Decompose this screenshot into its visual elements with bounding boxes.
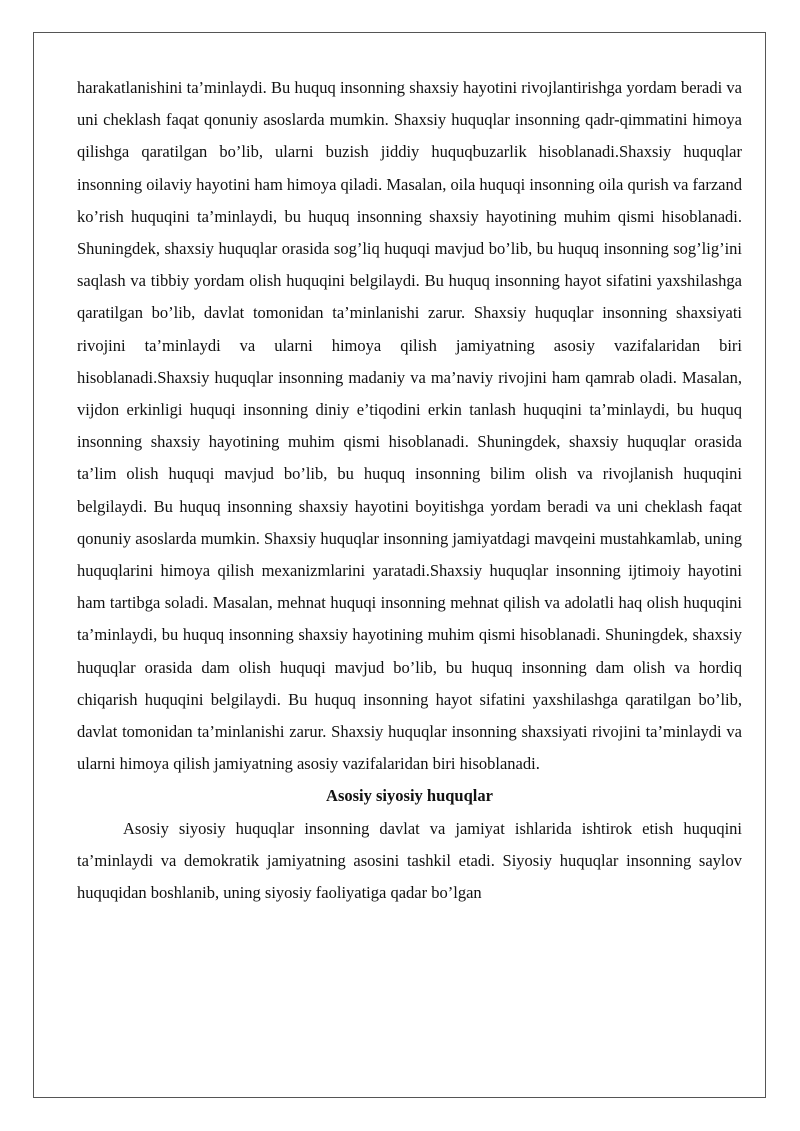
paragraph-continued-personal-rights: harakatlanishini ta’minlaydi. Bu huquq insonning shaxsiy hayotini rivojlantirishga yordam beradi va uni cheklash faqat qonuniy asoslarda mumkin. Shaxsiy huquqlar insonning qadr-qimmatini himoya qilishga qaratilgan bo’lib, ularni buzish jiddiy huquqbuzarlik hisoblanadi.Shaxsiy huquqlar insonning oilaviy hayotini ham himoya qiladi. Masalan, oila huquqi insonning oila qurish va farzand ko’rish huquqini ta’minlaydi, bu huquq insonning shaxsiy hayotining muhim qismi hisoblanadi. Shuningdek, shaxsiy huquqlar orasida sog’liq huquqi mavjud bo’lib, bu huquq insonning sog’lig’ini saqlash va tibbiy yordam olish huquqini belgilaydi. Bu huquq insonning hayot sifatini yaxshilashga qaratilgan bo’lib, davlat tomonidan ta’minlanishi zarur. Shaxsiy huquqlar insonning shaxsiyati rivojini ta’minlaydi va ularni himoya qilish jamiyatning asosiy vazifalaridan biri hisoblanadi.Shaxsiy huquqlar insonning madaniy va ma’naviy rivojini ham qamrab oladi. Masalan, vijdon erkinligi huquqi insonning diniy e’tiqodini erkin tanlash huquqini ta’minlaydi, bu huquq insonning shaxsiy hayotining muhim qismi hisoblanadi. Shuningdek, shaxsiy huquqlar orasida ta’lim olish huquqi mavjud bo’lib, bu huquq insonning bilim olish va rivojlanish huquqini belgilaydi. Bu huquq insonning shaxsiy hayotini boyitishga yordam beradi va uni cheklash faqat qonuniy asoslarda mumkin. Shaxsiy huquqlar insonning jamiyatdagi mavqeini mustahkamlab, uning huquqlarini himoya qilish mexanizmlarini yaratadi.Shaxsiy huquqlar insonning ijtimoiy hayotini ham tartibga soladi. Masalan, mehnat huquqi insonning mehnat qilish va adolatli haq olish huquqini ta’minlaydi, bu huquq insonning shaxsiy hayotining muhim qismi hisoblanadi. Shuningdek, shaxsiy huquqlar orasida dam olish huquqi mavjud bo’lib, bu huquq insonning dam olish va hordiq chiqarish huquqini belgilaydi. Bu huquq insonning hayot sifatini yaxshilashga qaratilgan bo’lib, davlat tomonidan ta’minlanishi zarur. Shaxsiy huquqlar insonning shaxsiyati rivojini ta’minlaydi va ularni himoya qilish jamiyatning asosiy vazifalaridan biri hisoblanadi. xyxy=(77,78,742,774)
document-body xyxy=(77,72,742,909)
paragraph-political-rights: Asosiy siyosiy huquqlar insonning davlat va jamiyat ishlarida ishtirok etish huquqini ta’minlaydi va demokratik jamiyatning asosini tashkil etadi. Siyosiy huquqlar insonning saylov huquqidan boshlanib, uning siyosiy faoliyatiga qadar bo’lgan xyxy=(77,818,742,903)
section-heading: Asosiy siyosiy huquqlar xyxy=(326,786,493,806)
